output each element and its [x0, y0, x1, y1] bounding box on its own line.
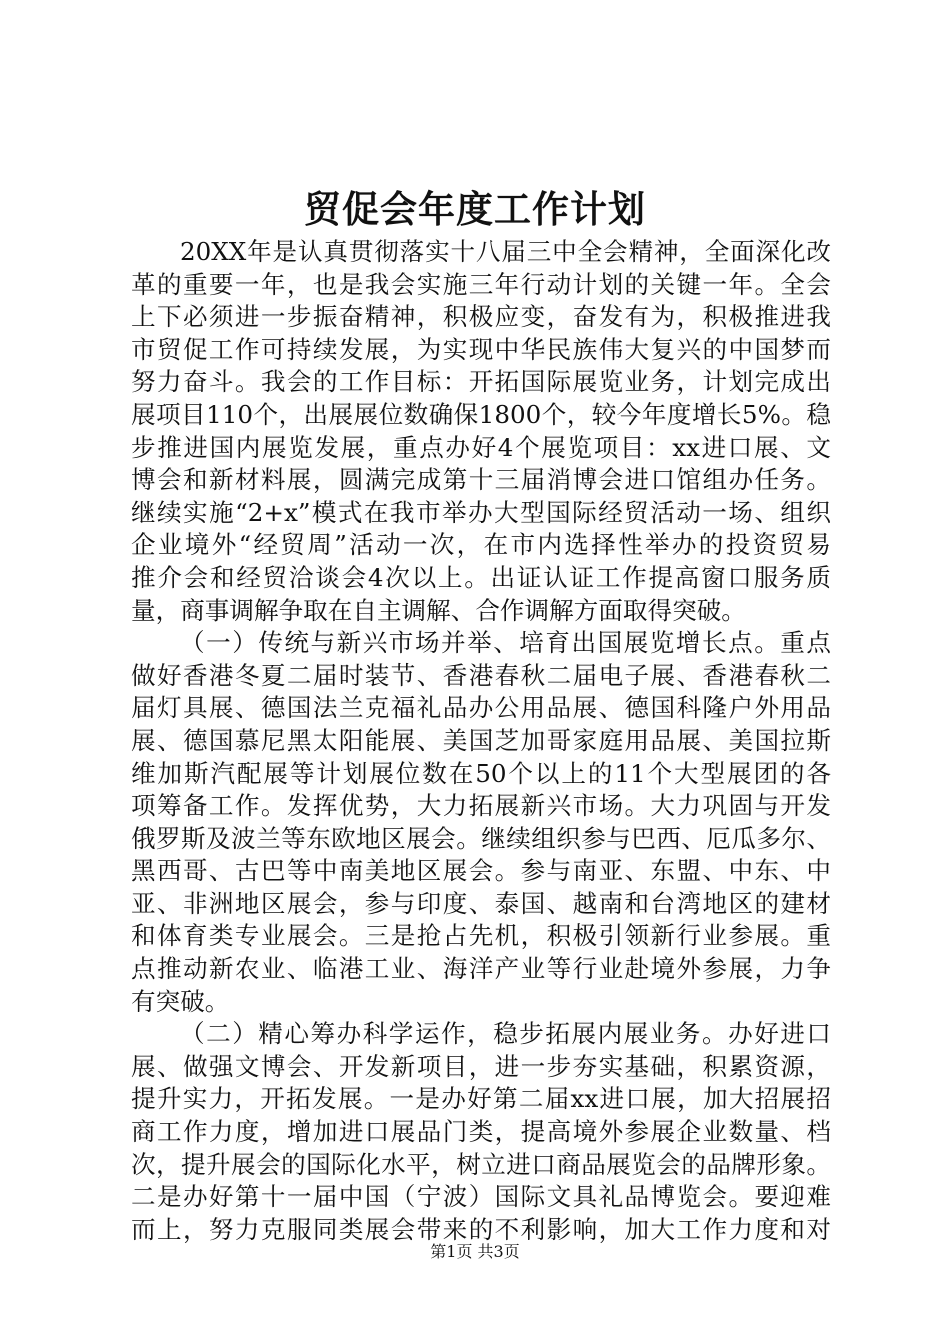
text-line: （二）精心筹办科学运作，稳步拓展内展业务。办好进口 — [180, 1019, 831, 1049]
text-line: 维加斯汽配展等计划展位数在50个以上的11个大型展团的各 — [131, 758, 831, 788]
text-line: 亚、非洲地区展会，参与印度、泰国、越南和台湾地区的建材 — [131, 888, 831, 918]
text-line: 展、德国慕尼黑太阳能展、美国芝加哥家庭用品展、美国拉斯 — [131, 725, 831, 755]
text-line: 革的重要一年，也是我会实施三年行动计划的关键一年。全会 — [131, 269, 831, 299]
text-line: 博会和新材料展，圆满完成第十三届消博会进口馆组办任务。 — [131, 465, 831, 495]
text-line: 次，提升展会的国际化水平，树立进口商品展览会的品牌形象。 — [131, 1149, 831, 1179]
text-line: 市贸促工作可持续发展，为实现中华民族伟大复兴的中国梦而 — [131, 334, 831, 364]
text-line: 继续实施“2+x”模式在我市举办大型国际经贸活动一场、组织 — [131, 497, 831, 527]
text-line: （一）传统与新兴市场并举、培育出国展览增长点。重点 — [180, 628, 831, 658]
page-footer: 第1页 共3页 — [430, 1242, 520, 1261]
text-line: 努力奋斗。我会的工作目标：开拓国际展览业务，计划完成出 — [131, 367, 831, 397]
text-line: 量，商事调解争取在自主调解、合作调解方面取得突破。 — [131, 595, 746, 625]
text-line: 有突破。 — [131, 986, 230, 1016]
document-title: 贸促会年度工作计划 — [304, 187, 646, 231]
text-line: 步推进国内展览发展，重点办好4个展览项目：xx进口展、文 — [131, 432, 831, 462]
text-line: 上下必须进一步振奋精神，积极应变，奋发有为，积极推进我 — [131, 302, 831, 332]
document-body — [131, 236, 831, 1246]
text-line: 商工作力度，增加进口展品门类，提高境外参展企业数量、档 — [131, 1117, 831, 1147]
text-line: 届灯具展、德国法兰克福礼品办公用品展、德国科隆户外用品 — [131, 693, 831, 723]
text-line: 项筹备工作。发挥优势，大力拓展新兴市场。大力巩固与开发 — [131, 791, 831, 821]
text-line: 二是办好第十一届中国（宁波）国际文具礼品博览会。要迎难 — [131, 1182, 831, 1212]
text-line: 点推动新农业、临港工业、海洋产业等行业赴境外参展，力争 — [131, 954, 831, 984]
text-line: 黑西哥、古巴等中南美地区展会。参与南亚、东盟、中东、中 — [131, 856, 831, 886]
text-line: 推介会和经贸洽谈会4次以上。出证认证工作提高窗口服务质 — [131, 562, 831, 592]
text-line: 展、做强文博会、开发新项目，进一步夯实基础，积累资源， — [131, 1051, 831, 1081]
text-line: 展项目110个，出展展位数确保1800个，较今年度增长5%。稳 — [131, 399, 831, 429]
text-line: 俄罗斯及波兰等东欧地区展会。继续组织参与巴西、厄瓜多尔、 — [131, 823, 831, 853]
text-line: 和体育类专业展会。三是抢占先机，积极引领新行业参展。重 — [131, 921, 831, 951]
text-line: 企业境外“经贸周”活动一次，在市内选择性举办的投资贸易 — [131, 530, 831, 560]
text-line: 20XX年是认真贯彻落实十八届三中全会精神，全面深化改 — [180, 237, 831, 266]
text-line: 提升实力，开拓发展。一是办好第二届xx进口展，加大招展招 — [131, 1084, 831, 1114]
text-line: 做好香港冬夏二届时装节、香港春秋二届电子展、香港春秋二 — [131, 660, 831, 690]
text-line: 而上，努力克服同类展会带来的不利影响，加大工作力度和对 — [131, 1214, 831, 1244]
